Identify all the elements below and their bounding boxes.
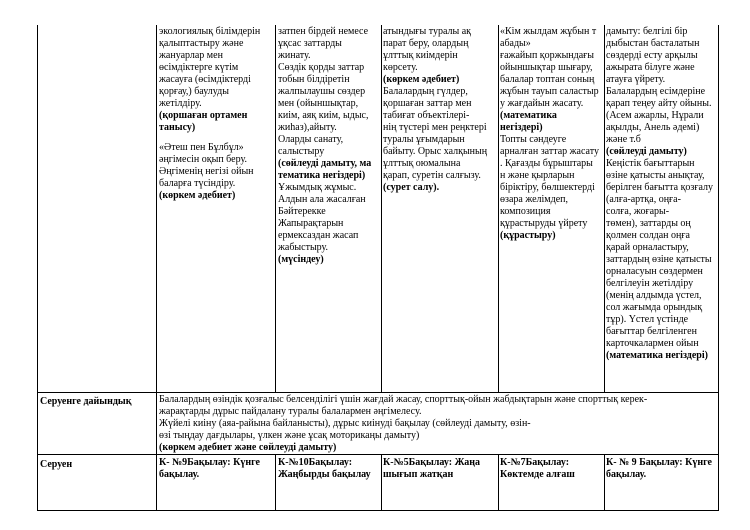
walk-cell-2: К-№10Бақылау: Жаңбырды бақылау [278,457,371,480]
text-line: сөздерді есту арқылы [606,50,698,61]
text-line: қарап, суретін салғызу. [383,170,481,181]
text-line: ғажайып қоржындағы [500,50,594,61]
text-line: н және қырларын [500,170,575,181]
walk-cell-5: К- № 9 Бақылау: Күнге бақылау. [606,457,712,480]
text-line: баларға түсіндіру. [159,178,236,189]
text-line: Жапырақтарын [278,218,344,229]
text-line: жұбын тауып саластыр [500,86,599,97]
text-line: құрастыруды үйрету [500,218,588,229]
text-line: сол жағымда орындық [606,302,703,313]
text-line: танысу) [159,122,196,133]
text-line: тұр). Үстел үстінде [606,314,689,325]
text-line: арналған заттар жасату [500,146,599,157]
text-line: Балалардың өзіндік қозғалыс белсенділігі үшін жағдай жасау, спорттық-ойын жабдықтарын және спорттық керек- [159,394,648,405]
text-line: ермексаздан жасап [278,230,359,241]
text-line: өзіне қатысты анықтау, [606,170,705,181]
text-line: Балалардың гүлдер, [383,86,468,97]
grid-line [275,454,276,510]
text-line: (математика негіздері) [606,350,708,361]
activity-column-2 [278,26,380,391]
text-line: Әңгіменің негізі ойын [159,166,254,177]
text-line: ажырата білуге және [606,62,695,73]
text-line: . Қағазды бұрыштары [500,158,593,169]
text-line: Топты сәндеуге [500,134,567,145]
text-line: төмен), заттарды оң [606,218,691,229]
activity-column-5 [606,26,717,391]
text-line: жалпылаушы сөздер [278,86,366,97]
walk-prep-text [159,394,717,453]
text-line: қоршаған заттар мен [383,98,472,109]
text-line: (сөйлеуді дамыту, ма [278,158,372,169]
text-line: дыбыстан басталатын [606,38,700,49]
text-line: композиция [500,206,551,217]
text-line: экологиялық білімдерін [159,26,261,37]
text-line: жабыстыру. [278,242,329,253]
text-line: белгілеуін жетілдіру [606,278,694,289]
text-line: Оларды санату, [278,134,344,145]
text-line: Жүйелі киіну (аяа-райына байланысты), дұрыс киінуді бақылау (сөйлеуді дамыту, өзін- [159,418,531,429]
text-line: Сөздік қорды заттар [278,62,365,73]
text-line: байыту. Орыс халқының [383,146,488,157]
text-line: дамыту: белгілі бір [606,26,688,37]
text-line: бағыттар белгіленген [606,326,697,337]
text-line: қарай орналастыру, [606,242,689,253]
activity-column-3 [383,26,497,391]
text-line: негіздері) [500,122,543,133]
text-line: нің түстері мен реңктері [383,122,487,133]
grid-line [37,392,719,393]
text-line: (математика [500,110,557,121]
text-line: тобын білдіретін [278,74,350,85]
text-line: туралы ұғымдарын [383,134,465,145]
text-line: заттардың өзіне қатысты [606,254,712,265]
text-line: қолмен солдан оңға [606,230,690,241]
grid-line [37,454,719,455]
grid-line [37,510,719,511]
text-line: орналасуын сөздермен [606,266,703,277]
text-line: (құрастыру) [500,230,556,241]
text-line: біріктіру, бөлшектерді [500,182,595,193]
text-line: жануарлар мен [159,50,223,61]
text-line: (көркем әдебиет) [383,74,460,85]
text-line: ақылды, Анель әдемі) [606,122,700,133]
activity-column-1 [159,26,274,391]
text-line: (сөйлеуді дамыту) [606,146,687,157]
text-line: парат беру, олардың [383,38,469,49]
grid-line [604,454,605,510]
text-line: өсімдіктерге күтім [159,62,239,73]
grid-line [381,25,382,392]
walk-cell-4: К-№7Бақылау: Көктемде алғаш [500,457,575,480]
text-line: солға, жоғары- [606,206,670,217]
walk-prep-title: Серуенге дайындық [40,396,132,407]
text-line: балалар топтан соның [500,74,595,85]
text-line: тематика негіздері) [278,170,366,181]
text-line: атындығы туралы ақ [383,26,472,37]
text-line: қорғау,) баулуды [159,86,229,97]
walk-title: Серуен [40,459,73,470]
text-line: көрсету. [383,62,418,73]
text-line: Ұжымдық жұмыс. [278,182,357,193]
walk-cell-3: К-№5Бақылау: Жаңа шығып жатқан [383,457,481,480]
grid-line [718,25,719,510]
text-line: (Асем ажарлы, Нұрали [606,110,704,121]
text-line: (мүсіндеу) [278,254,324,265]
text-line [159,134,274,142]
text-line: мен (ойыншықтар, [278,98,359,109]
grid-line [498,25,499,392]
text-line: берілген бағытта қозғалу [606,182,713,193]
text-line: қалыптастыру және [159,38,244,49]
text-line: (көркем әдебиет және сөйлеуді дамыту) [159,442,337,453]
text-line: әңгімесін оқып беру. [159,154,247,165]
text-line: өзара желімдеп, [500,194,569,205]
text-line: (сурет салу). [383,182,440,193]
walk-cell-1: К- №9Бақылау: Күнге бақылау. [159,457,260,480]
text-line: ұлттық оюмалына [383,158,461,169]
text-line: Кеңістік бағыттарын [606,158,695,169]
text-line: салыстыру [278,146,325,157]
grid-line [381,454,382,510]
text-line: карточкалармен ойын [606,338,699,349]
text-line: жиhаз),айыту. [278,122,337,133]
grid-line [37,25,38,510]
text-line: жарақтарды дұрыс пайдалану туралы балалармен әңгімелесу. [159,406,422,417]
text-line: өзі тыңдау дағдылары, үлкен және ұсақ моторикаңы дамыту) [159,430,420,441]
text-line: атауға үйрету. [606,74,666,85]
text-line: Бәйтерекке [278,206,326,217]
text-line: киім, аяқ киім, ыдыс, [278,110,369,121]
grid-line [604,25,605,392]
text-line: (алға-артқа, оңға- [606,194,681,205]
text-line: ұлттық киімдерін [383,50,458,61]
text-line: (көркем әдебиет) [159,190,236,201]
text-line: у жағдайын жасату. [500,98,584,109]
text-line: (қоршаған ортамен [159,110,248,121]
text-line: жетілдіру. [159,98,202,109]
text-line: Балалардың есімдеріне [606,86,706,97]
text-line: затпен бірдей немесе [278,26,369,37]
text-line: қарап теңеу айту ойыны. [606,98,712,109]
activity-column-4 [500,26,603,391]
grid-line [275,25,276,392]
text-line: «Кім жылдам жұбын т [500,26,597,37]
text-line: және т.б [606,134,641,145]
grid-line [156,25,157,510]
text-line: ойыншықтар шығару, [500,62,593,73]
text-line: табиғат объектілері- [383,110,470,121]
text-line: Алдын ала жасалған [278,194,366,205]
text-line: жасауға (өсімдіктерді [159,74,251,85]
grid-line [498,454,499,510]
text-line: «Әтеш пен Бұлбұл» [159,142,244,153]
text-line: ұқсас заттарды [278,38,342,49]
text-line: абады» [500,38,531,49]
text-line: (менің алдымда үстел, [606,290,702,301]
text-line: жинату. [278,50,311,61]
